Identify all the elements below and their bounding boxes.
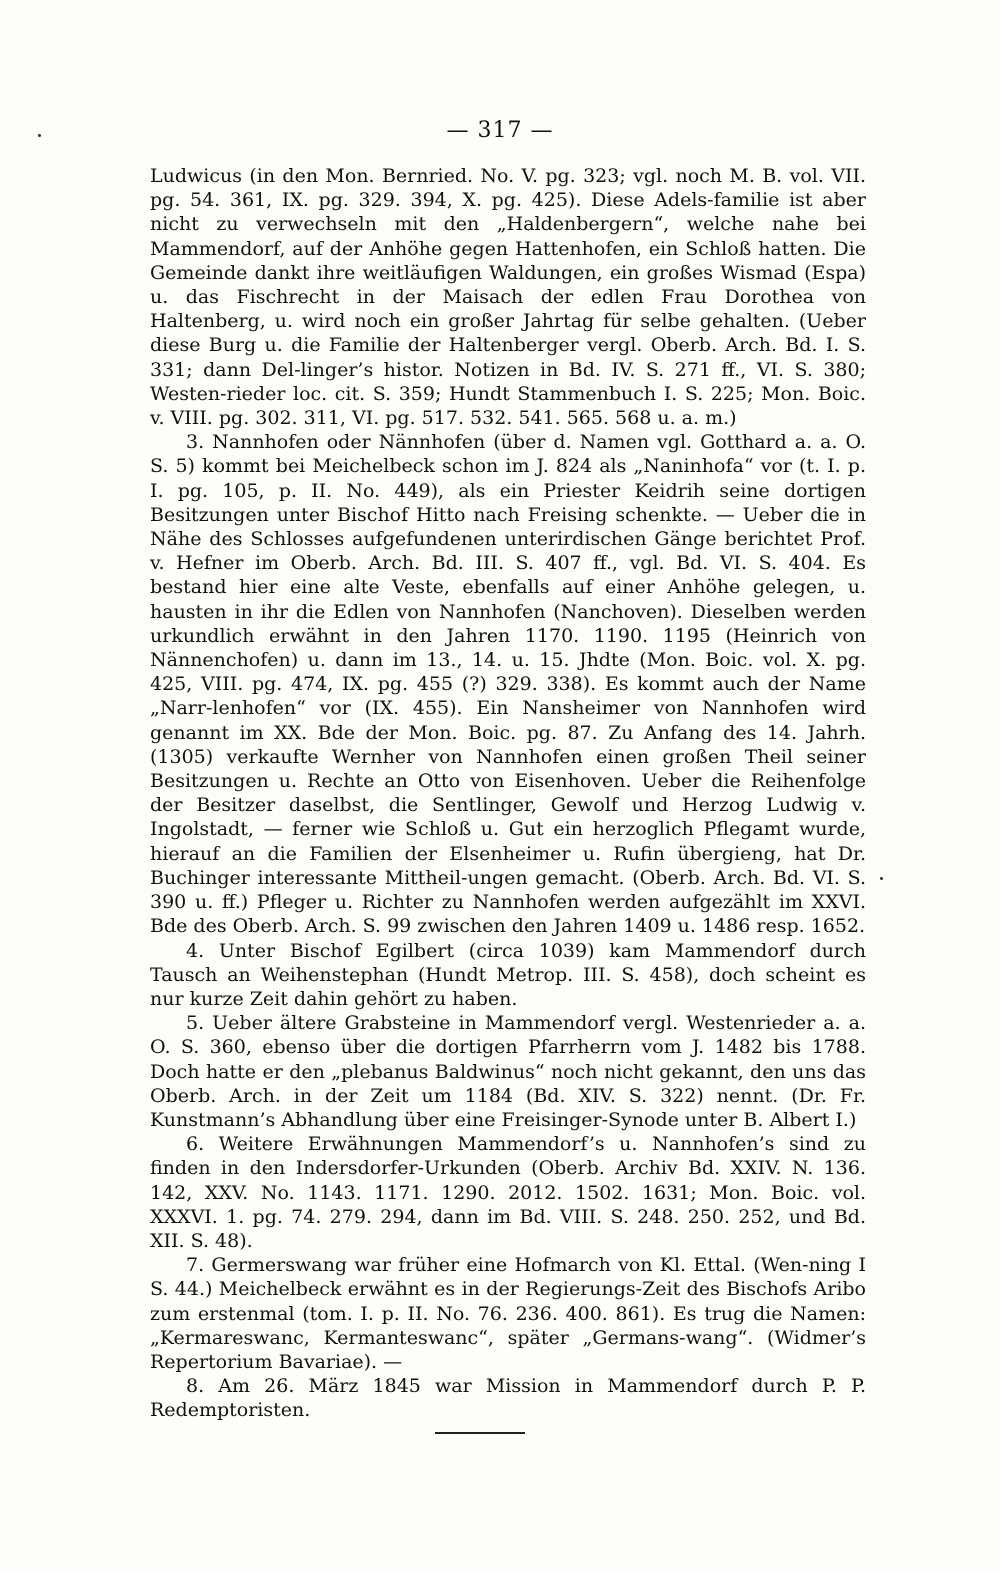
paragraph-erwaehnungen: 6. Weitere Erwähnungen Mammendorf’s u. Nannhofen’s sind zu finden in den Indersdorfer-Urkunden (Oberb. Archiv Bd. XXIV. N. 136. 142, XXV. No. 1143. 1171. 1290. 2012. 1502. 1631; Mon. Boic. vol. XXXVI. 1. pg. 74. 279. 294, dann im Bd. VIII. S. 248. 250. 252, und Bd. XII. S. 48). <box>150 1133 866 1252</box>
paragraph-haltenberg: Ludwicus (in den Mon. Bernried. No. V. pg. 323; vgl. noch M. B. vol. VII. pg. 54. 361, IX. pg. 329. 394, X. pg. 425). Diese Adels-familie ist aber nicht zu verwechseln mit den „Haldenbergern“, welche nahe bei Mammendorf, auf der Anhöhe gegen Hattenhofen, ein Schloß hatten. Die Gemeinde dankt ihre weitläufigen Waldungen, ein großes Wismad (Espa) u. das Fischrecht in der Maisach der edlen Frau Dorothea von Haltenberg, u. wird noch ein großer Jahrtag für selbe gehalten. (Ueber diese Burg u. die Familie der Haltenberger vergl. Oberb. Arch. Bd. I. S. 331; dann Del-linger’s histor. Notizen in Bd. IV. S. 271 ff., VI. S. 380; Westen-rieder loc. cit. S. 359; Hundt Stammenbuch I. S. 225; Mon. Boic. v. VIII. pg. 302. 311, VI. pg. 517. 532. 541. 565. 568 u. a. m.) <box>150 165 866 430</box>
page-number: — 317 — <box>446 118 554 143</box>
paragraph-mission: 8. Am 26. März 1845 war Mission in Mammendorf durch P. P. Redemptoristen. <box>150 1375 866 1422</box>
paragraph-egilbert: 4. Unter Bischof Egilbert (circa 1039) kam Mammendorf durch Tausch an Weihenstephan (Hundt Metrop. III. S. 458), doch scheint es nur kurze Zeit dahin gehört zu haben. <box>150 939 866 1010</box>
paragraph-grabsteine: 5. Ueber ältere Grabsteine in Mammendorf vergl. Westenrieder a. a. O. S. 360, ebenso über die dortigen Pfarrherrn vom J. 1482 bis 1788. Doch hatte er den „plebanus Baldwinus“ noch nicht gekannt, den uns das Oberb. Arch. in der Zeit um 1184 (Bd. XIV. S. 322) nennt. (Dr. Fr. Kunstmann’s Abhandlung über eine Freisinger-Synode unter B. Albert I.) <box>150 1012 866 1131</box>
end-rule <box>435 1432 525 1434</box>
footnotes-text <box>150 164 866 1423</box>
paragraph-nannhofen: 3. Nannhofen oder Nännhofen (über d. Namen vgl. Gotthard a. a. O. S. 5) kommt bei Meichelbeck schon im J. 824 als „Naninhofa“ vor (t. I. p. I. pg. 105, p. II. No. 449), als ein Priester Keidrih seine dortigen Besitzungen unter Bischof Hitto nach Freising schenkte. — Ueber die in Nähe des Schlosses aufgefundenen unterirdischen Gänge berichtet Prof. v. Hefner im Oberb. Arch. Bd. III. S. 407 ff., vgl. Bd. VI. S. 404. Es bestand hier eine alte Veste, ebenfalls auf einer Anhöhe gelegen, u. hausten in ihr die Edlen von Nannhofen (Nanchoven). Dieselben werden urkundlich erwähnt in den Jahren 1170. 1190. 1195 (Heinrich von Nännenchofen) u. dann im 13., 14. u. 15. Jhdte (Mon. Boic. vol. X. pg. 425, VIII. pg. 474, IX. pg. 455 (?) 329. 338). Es kommt auch der Name „Narr-lenhofen“ vor (IX. 455). Ein Nansheimer von Nannhofen wird genannt im XX. Bde der Mon. Boic. pg. 87. Zu Anfang des 14. Jahrh. (1305) verkaufte Wernher von Nannhofen einen großen Theil seiner Besitzungen u. Rechte an Otto von Eisenhoven. Ueber die Reihenfolge der Besitzer daselbst, die Sentlinger, Gewolf und Herzog Ludwig v. Ingolstadt, — ferner wie Schloß u. Gut ein herzoglich Pflegamt wurde, hierauf an die Familien der Elsenheimer u. Rufin übergieng, hat Dr. Buchinger interessante Mittheil-ungen gemacht. (Oberb. Arch. Bd. VI. S. 390 u. ff.) Pfleger u. Richter zu Nannhofen werden aufgezählt im XXVI. Bde des Oberb. Arch. S. 99 zwischen den Jahren 1409 u. 1486 resp. 1652. <box>150 431 866 938</box>
scan-speck <box>880 877 883 880</box>
scan-speck <box>38 134 41 137</box>
paragraph-germerswang: 7. Germerswang war früher eine Hofmarch von Kl. Ettal. (Wen-ning I S. 44.) Meichelbeck erwähnt es in der Regierungs-Zeit des Bischofs Aribo zum erstenmal (tom. I. p. II. No. 76. 236. 400. 861). Es trug die Namen: „Kermareswanc, Kermanteswanc“, später „Germans-wang“. (Widmer’s Repertorium Bavariae). — <box>150 1254 866 1373</box>
